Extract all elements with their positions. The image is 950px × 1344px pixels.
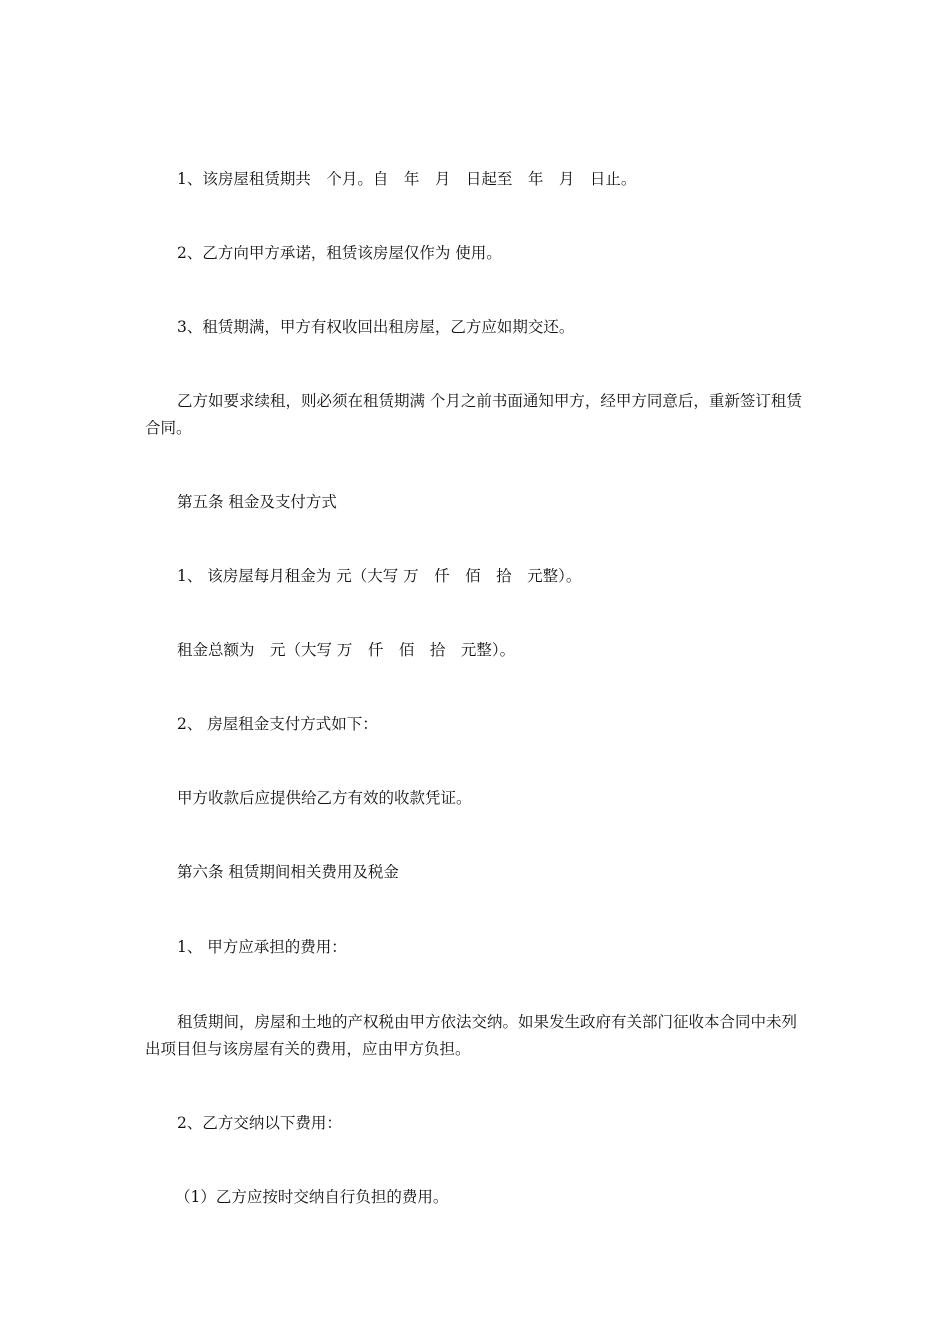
clause-lessee-fees: 2、乙方交纳以下费用： [177,1114,342,1132]
clause-property-tax: 租赁期间，房屋和土地的产权税由甲方依法交纳。如果发生政府有关部门征收本合同中未列出项目但与该房屋有关的费用，应由甲方负担。 [145,1013,798,1058]
clause-total-rent: 租金总额为 元（大写 万 仟 佰 拾 元整）。 [177,641,516,659]
clause-lessee-fees-item-1: （1）乙方应按时交纳自行负担的费用。 [175,1188,449,1206]
clause-payment-method: 2、 房屋租金支付方式如下： [177,715,378,733]
clause-renewal: 乙方如要求续租，则必须在租赁期满 个月之前书面通知甲方，经甲方同意后，重新签订租赁合同。 [145,392,802,437]
clause-receipt: 甲方收款后应提供给乙方有效的收款凭证。 [177,789,472,807]
clause-lease-purpose: 2、乙方向甲方承诺，租赁该房屋仅作为 使用。 [177,244,502,262]
article-five-heading: 第五条 租金及支付方式 [177,493,337,511]
clause-lease-term: 1、该房屋租赁期共 个月。自 年 月 日起至 年 月 日止。 [177,170,637,188]
clause-lessor-fees: 1、 甲方应承担的费用： [177,938,347,956]
clause-monthly-rent: 1、 该房屋每月租金为 元（大写 万 仟 佰 拾 元整）。 [177,567,582,585]
article-six-heading: 第六条 租赁期间相关费用及税金 [177,863,399,881]
clause-lease-expiry: 3、租赁期满，甲方有权收回出租房屋，乙方应如期交还。 [177,318,575,336]
